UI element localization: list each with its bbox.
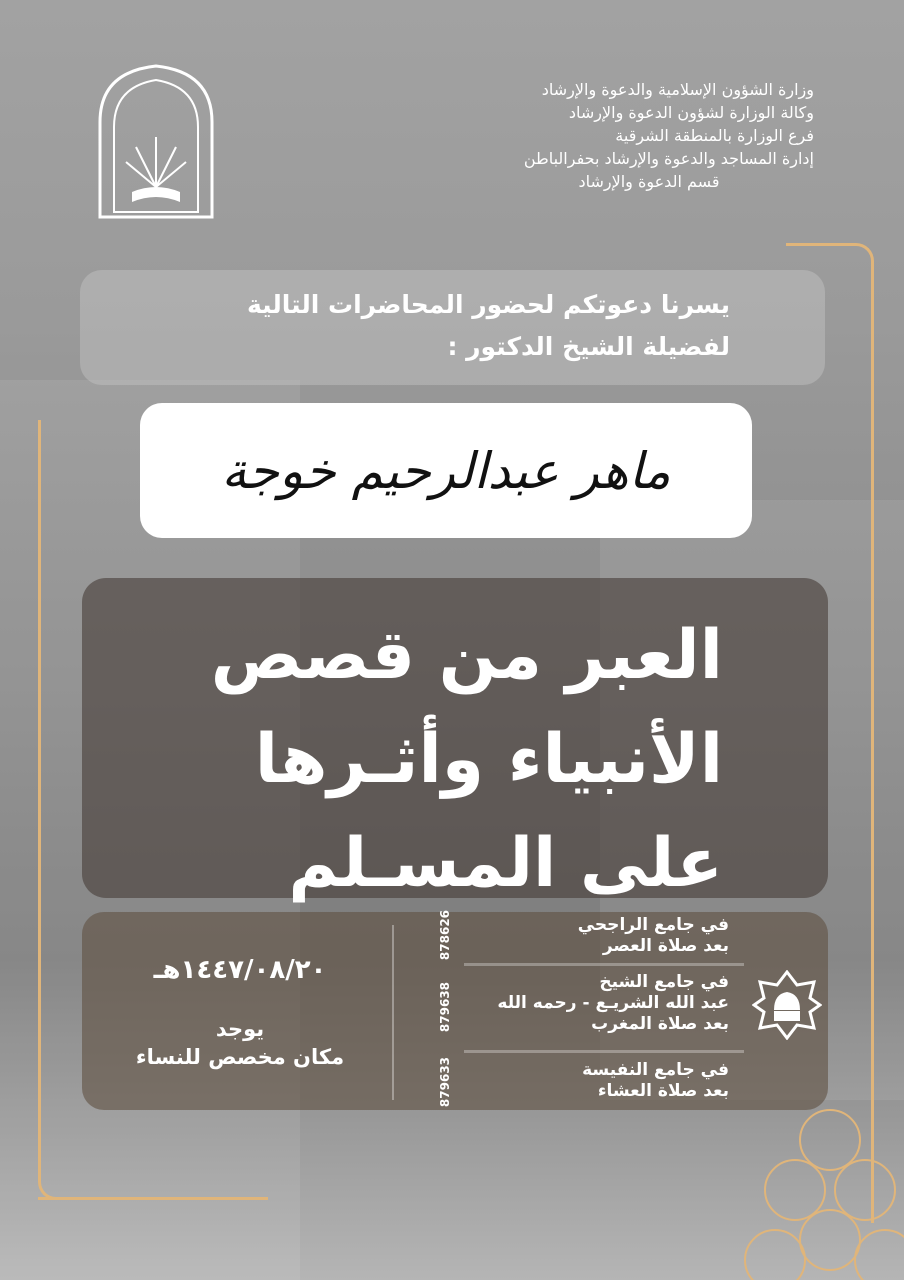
decorative-frame-left <box>38 420 78 1200</box>
header-line: فرع الوزارة بالمنطقة الشرقية <box>615 126 814 145</box>
location-item <box>578 915 729 957</box>
separator <box>464 963 744 966</box>
header-line: إدارة المساجد والدعوة والإرشاد بحفرالباطن <box>523 149 814 168</box>
location-item <box>582 1060 729 1102</box>
title-line: العبر من قصص <box>210 616 723 695</box>
decorative-frame-bottom <box>38 1197 268 1200</box>
lecture-title <box>82 578 828 903</box>
mosque-name: في جامع الشيخ <box>599 972 729 992</box>
invite-line: يسرنا دعوتكم لحضور المحاضرات التالية <box>246 290 730 319</box>
mosque-name: في جامع الراجحي <box>577 915 729 935</box>
location-item <box>497 972 729 1035</box>
invite-line: لفضيلة الشيخ الدكتور : <box>447 332 730 361</box>
header-line: وزارة الشؤون الإسلامية والدعوة والإرشاد <box>541 80 814 99</box>
prayer-time: بعد صلاة العصر <box>602 936 729 956</box>
separator <box>464 1050 744 1053</box>
lecture-date: ١٤٤٧/٠٨/٢٠هـ <box>153 955 327 985</box>
mosque-icon <box>752 970 822 1040</box>
women-note-line: يوجد <box>215 1017 265 1041</box>
location-code: 879638 <box>438 981 452 1033</box>
title-line: الأنبياء وأثـرها <box>254 720 723 799</box>
divider <box>392 925 394 1100</box>
ministry-header <box>484 78 814 193</box>
invitation-box <box>80 270 825 385</box>
mosque-name-cont: عبد الله الشريـع - رحمه الله <box>497 993 729 1013</box>
header-line: وكالة الوزارة لشؤون الدعوة والإرشاد <box>568 103 814 122</box>
ministry-logo <box>92 62 220 222</box>
decorative-ornament <box>735 1100 904 1280</box>
women-note-line: مكان مخصص للنساء <box>135 1045 345 1069</box>
location-code: 878626 <box>438 909 452 961</box>
prayer-time: بعد صلاة العشاء <box>597 1081 729 1101</box>
location-code: 879633 <box>438 1056 452 1108</box>
speaker-name: ماهر عبدالرحيم خوجة <box>140 403 752 538</box>
prayer-time: بعد صلاة المغرب <box>591 1014 729 1034</box>
women-section-note <box>120 1015 360 1071</box>
header-line: قسم الدعوة والإرشاد <box>578 172 720 191</box>
title-line: على المسـلم <box>288 824 723 903</box>
mosque-name: في جامع النفيسة <box>582 1060 729 1080</box>
